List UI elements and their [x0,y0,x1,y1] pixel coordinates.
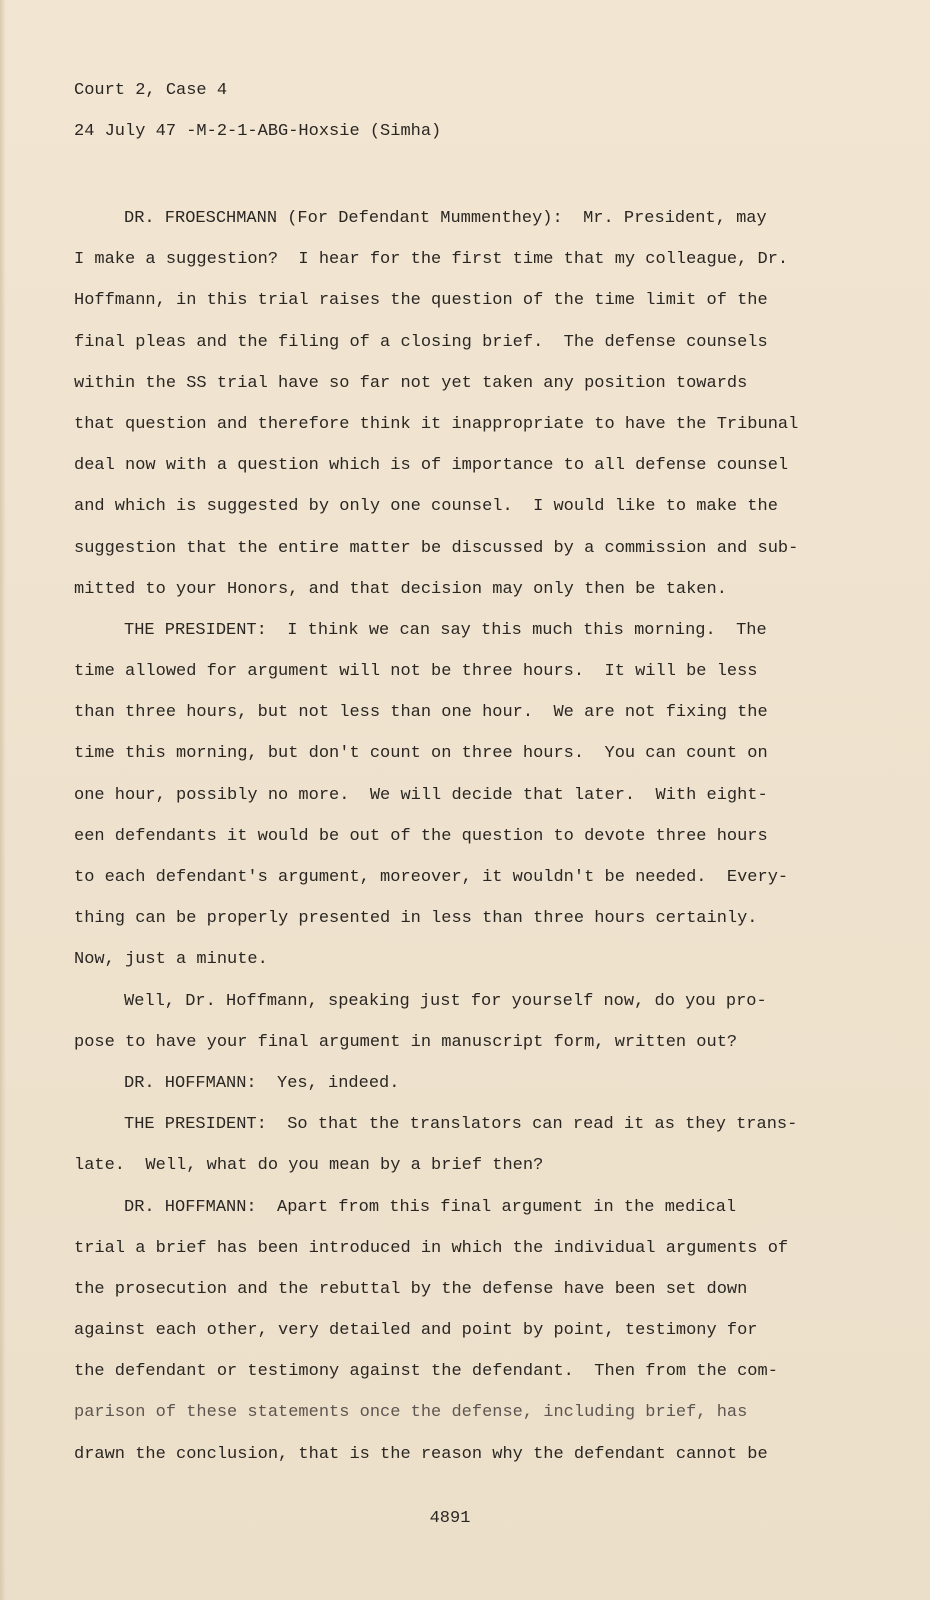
transcript-body [74,198,814,1475]
text-line: time this morning, but don't count on three hours. You can count on [74,744,768,764]
page-edge-shading [0,0,6,1600]
session-line: 24 July 47 -M-2-1-ABG-Hoxsie (Simha) [74,122,442,141]
text-line: Well, Dr. Hoffmann, speaking just for yourself now, do you pro- [124,991,767,1011]
text-line: late. Well, what do you mean by a brief then? [74,1156,544,1176]
text-line: the prosecution and the rebuttal by the defense have been set down [74,1279,748,1299]
text-line: the defendant or testimony against the defendant. Then from the com- [74,1362,778,1382]
text-line: parison of these statements once the defense, including brief, has [74,1403,748,1423]
text-line: suggestion that the entire matter be discussed by a commission and sub- [74,538,799,558]
page-number: 4891 [429,1509,471,1528]
text-line: mitted to your Honors, and that decision may only then be taken. [74,579,727,599]
text-line: pose to have your final argument in manuscript form, written out? [74,1032,738,1052]
text-line: DR. HOFFMANN: Yes, indeed. [124,1073,400,1093]
text-line: to each defendant's argument, moreover, it wouldn't be needed. Every- [74,868,789,887]
text-line: final pleas and the filing of a closing brief. The defense counsels [74,332,768,352]
text-line: DR. HOFFMANN: Apart from this final argument in the medical [124,1197,737,1217]
text-line: THE PRESIDENT: So that the translators can read it as they trans- [124,1115,798,1135]
text-line: against each other, very detailed and point by point, testimony for [74,1321,758,1341]
text-line: one hour, possibly no more. We will decide that later. With eight- [74,785,768,805]
text-line: DR. FROESCHMANN (For Defendant Mummenthey): Mr. President, may [124,209,767,228]
text-line: I make a suggestion? I hear for the first time that my colleague, Dr. [74,250,789,270]
text-line: than three hours, but not less than one hour. We are not fixing the [74,703,768,723]
text-line: and which is suggested by only one counsel. I would like to make the [74,497,778,517]
text-line: drawn the conclusion, that is the reason why the defendant cannot be [74,1444,768,1464]
text-line: that question and therefore think it inappropriate to have the Tribunal [74,414,799,434]
text-line: een defendants it would be out of the question to devote three hours [74,826,768,846]
text-line: trial a brief has been introduced in which the individual arguments of [74,1238,789,1258]
court-case-line: Court 2, Case 4 [74,81,228,100]
text-line: Now, just a minute. [74,950,268,970]
text-line: thing can be properly presented in less than three hours certainly. [74,909,758,929]
text-line: deal now with a question which is of importance to all defense counsel [74,456,789,476]
text-line: Hoffmann, in this trial raises the question of the time limit of the [74,291,768,311]
text-line: time allowed for argument will not be three hours. It will be less [74,662,758,682]
text-line: within the SS trial have so far not yet taken any position towards [74,373,748,393]
text-line: THE PRESIDENT: I think we can say this much this morning. The [124,620,767,640]
